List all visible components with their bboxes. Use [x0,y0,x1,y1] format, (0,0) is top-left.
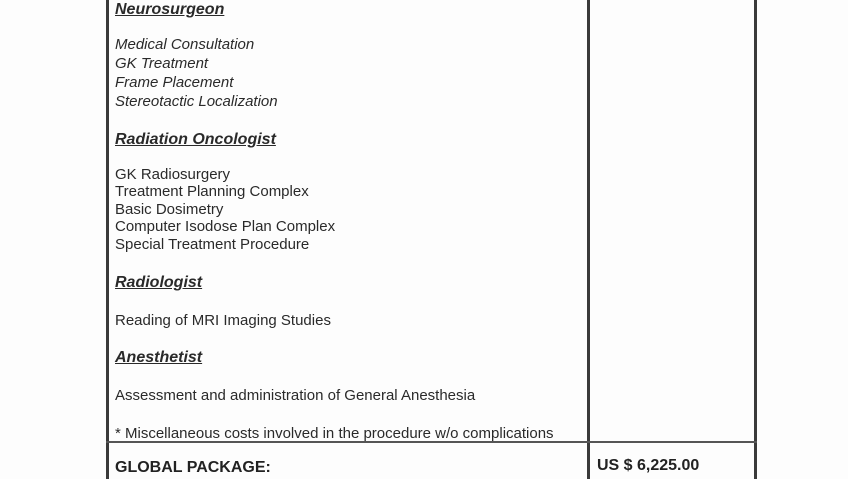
section-heading-radiation-oncologist: Radiation Oncologist [115,131,276,148]
list-item: Computer Isodose Plan Complex [115,218,336,235]
table-border-left [106,0,109,479]
miscellaneous-note: * Miscellaneous costs involved in the procedure w/o complications [115,425,554,442]
table-border-right [754,0,757,479]
list-item: Frame Placement [115,74,234,91]
table-column-divider [587,0,590,479]
global-package-price: US $ 6,225.00 [597,457,700,474]
section-heading-radiologist: Radiologist [115,274,203,291]
global-package-label: GLOBAL PACKAGE: [115,459,271,476]
list-item: Basic Dosimetry [115,201,224,218]
list-item: GK Radiosurgery [115,166,231,183]
list-item: Medical Consultation [115,36,255,53]
list-item: Special Treatment Procedure [115,236,310,253]
list-item: Assessment and administration of General Anesthesia [115,387,476,404]
list-item: Reading of MRI Imaging Studies [115,312,331,329]
list-item: GK Treatment [115,55,209,72]
section-heading-anesthetist: Anesthetist [115,349,203,366]
list-item: Stereotactic Localization [115,93,278,110]
list-item: Treatment Planning Complex [115,183,309,200]
section-heading-neurosurgeon: Neurosurgeon [115,1,225,18]
